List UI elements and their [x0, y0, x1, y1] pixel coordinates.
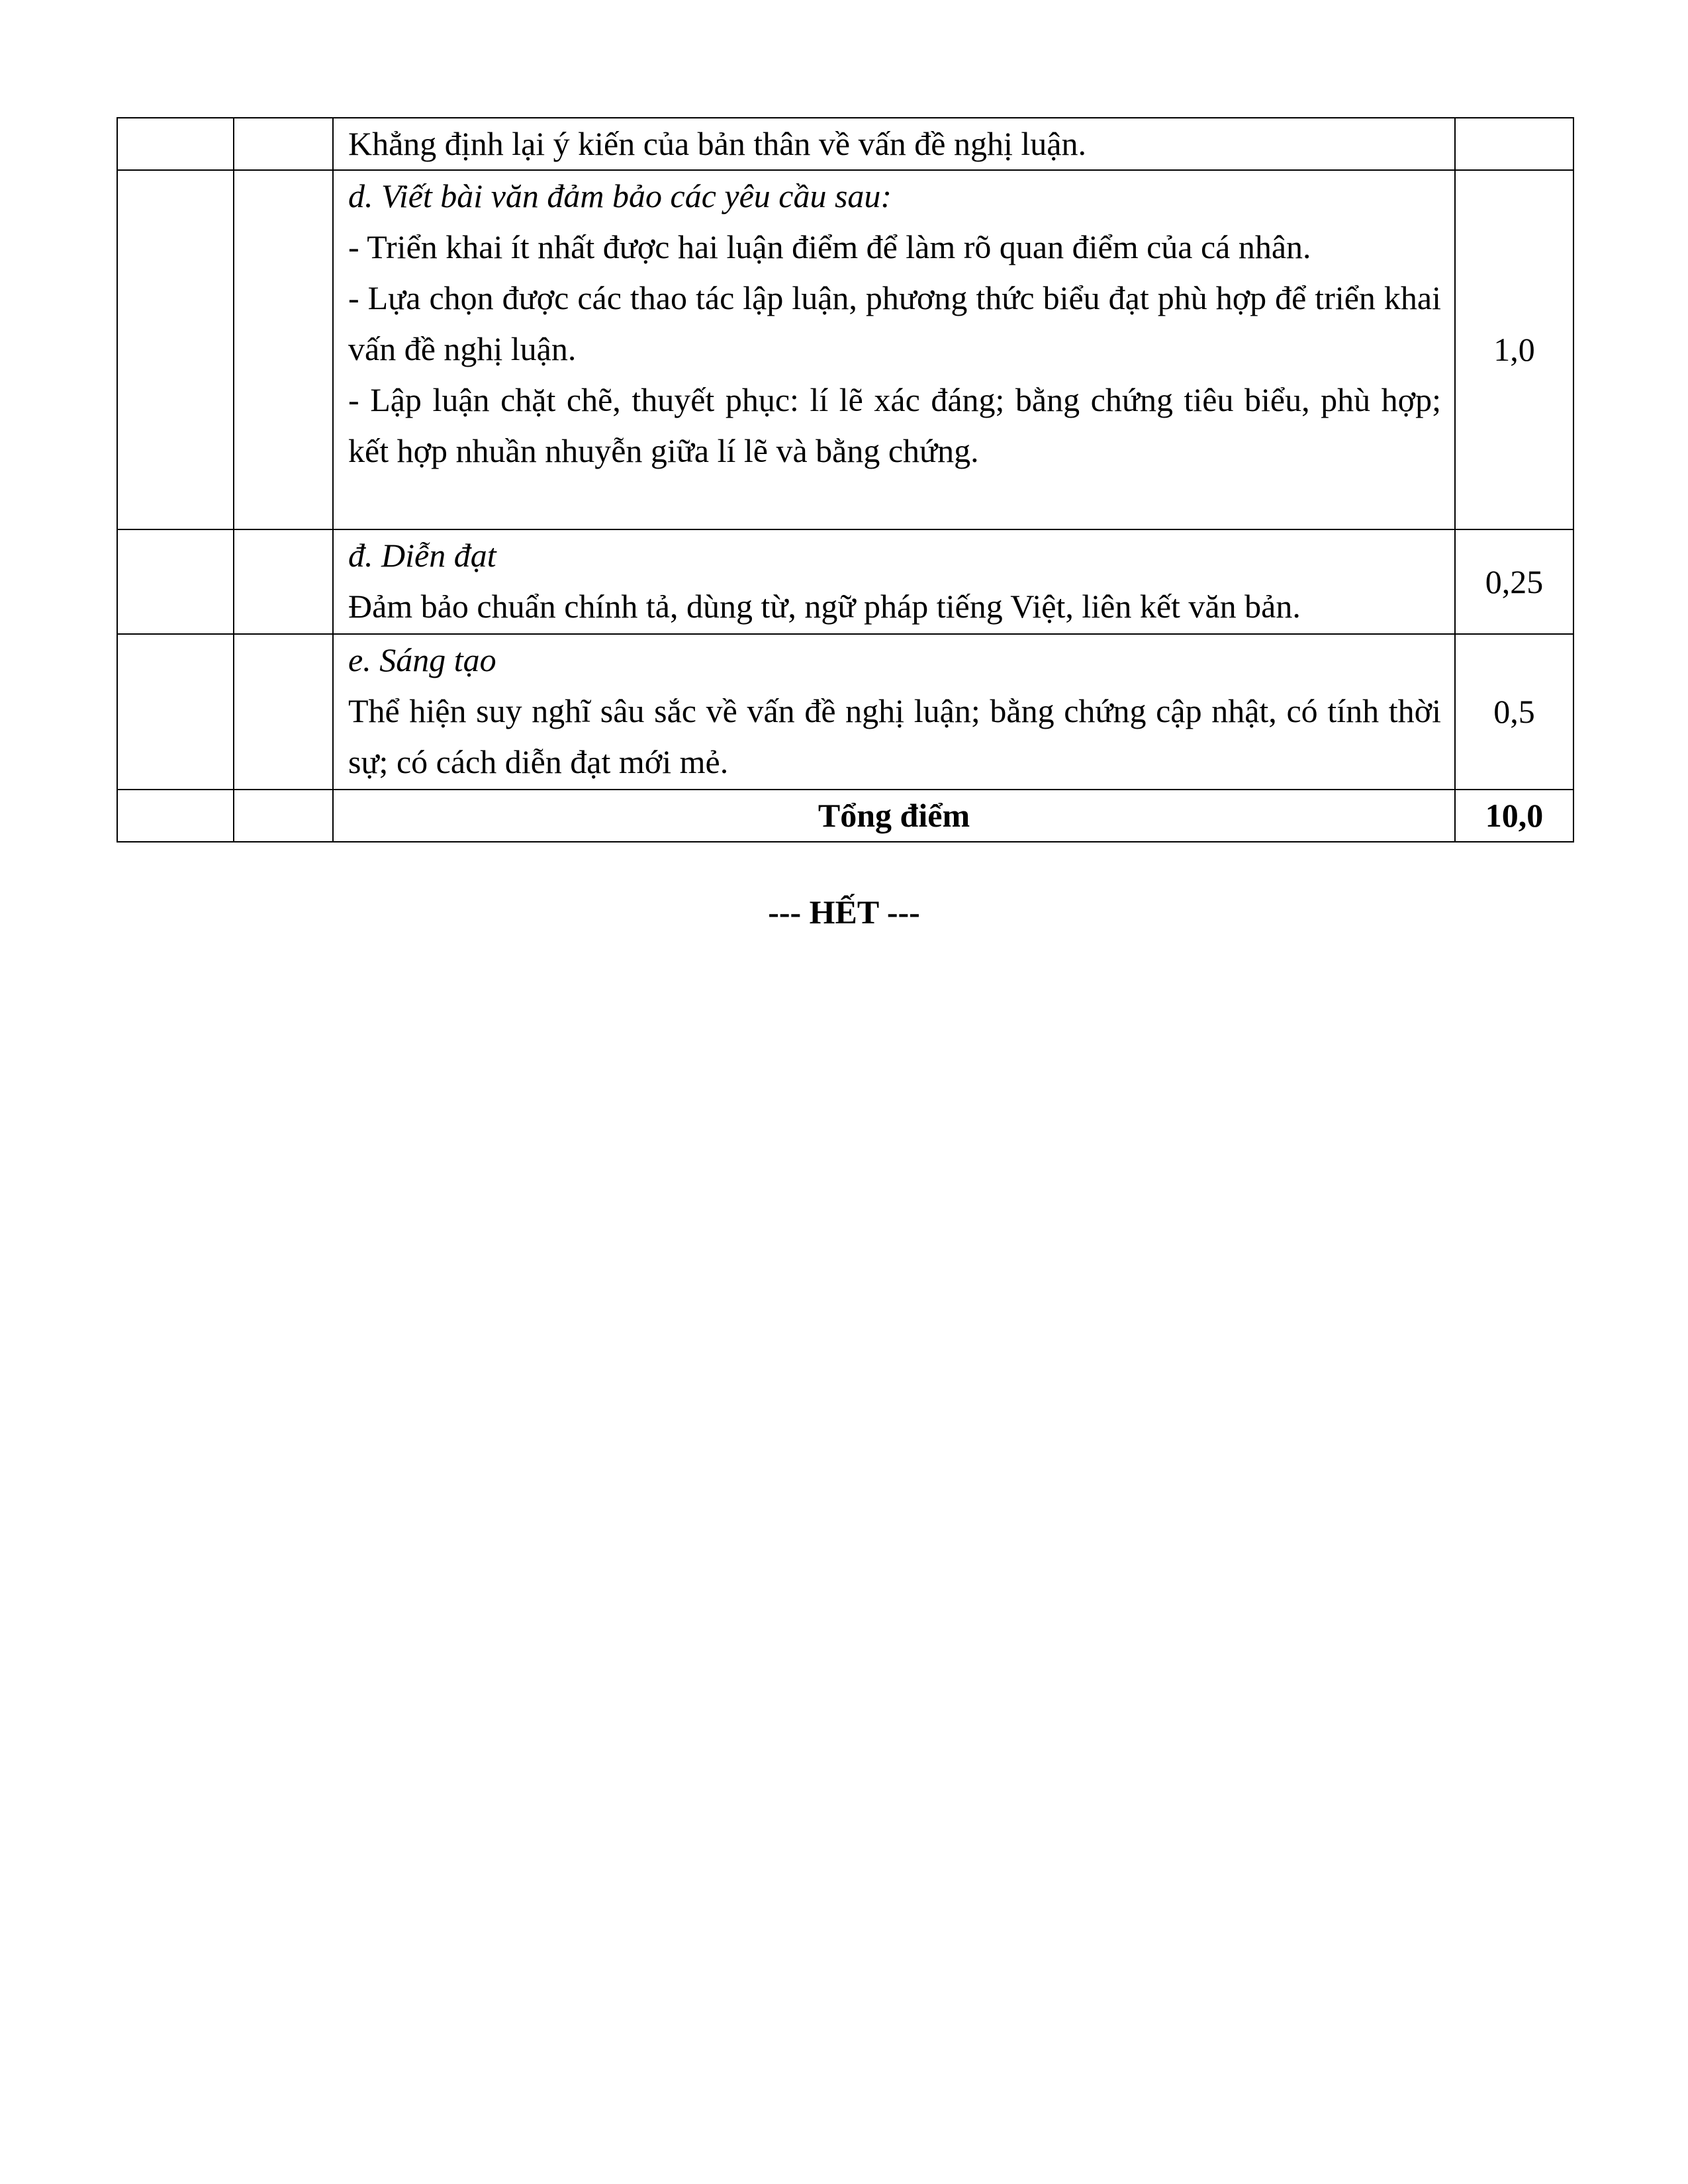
empty-cell [234, 118, 333, 170]
criteria-cell [333, 118, 1455, 170]
empty-cell [234, 634, 333, 790]
criteria-heading: đ. Diễn đạt [348, 537, 496, 574]
criteria-text: Thể hiện suy nghĩ sâu sắc về vấn đề nghị luận; bằng chứng cập nhật, có tính thời sự; có cách diễn đạt mới mẻ. [348, 692, 1441, 780]
score-cell [1455, 118, 1573, 170]
criteria-text: Đảm bảo chuẩn chính tả, dùng từ, ngữ pháp tiếng Việt, liên kết văn bản. [348, 588, 1301, 625]
table-row [117, 170, 1573, 529]
empty-cell [234, 170, 333, 529]
table-row [117, 529, 1573, 634]
criteria-text: - Triển khai ít nhất được hai luận điểm để làm rõ quan điểm của cá nhân. [348, 228, 1311, 265]
criteria-text: - Lựa chọn được các thao tác lập luận, phương thức biểu đạt phù hợp để triển khai vấn đề nghị luận. [348, 279, 1441, 367]
score-cell: 0,5 [1455, 634, 1573, 790]
criteria-heading: d. Viết bài văn đảm bảo các yêu cầu sau: [348, 177, 892, 214]
score-cell: 0,25 [1455, 529, 1573, 634]
score-cell: 1,0 [1455, 170, 1573, 529]
total-score: 10,0 [1455, 790, 1573, 842]
empty-cell [117, 118, 234, 170]
total-row [117, 790, 1573, 842]
empty-cell [117, 634, 234, 790]
empty-cell [117, 790, 234, 842]
criteria-cell [333, 634, 1455, 790]
end-mark: --- HẾT --- [768, 893, 920, 931]
criteria-cell [333, 529, 1455, 634]
criteria-text: Khẳng định lại ý kiến của bản thân về vấn đề nghị luận. [348, 125, 1086, 162]
empty-cell [117, 170, 234, 529]
table-row [117, 634, 1573, 790]
empty-cell [117, 529, 234, 634]
criteria-cell [333, 170, 1455, 529]
empty-cell [234, 790, 333, 842]
empty-cell [234, 529, 333, 634]
total-label: Tổng điểm [333, 790, 1455, 842]
table-row [117, 118, 1573, 170]
criteria-text: - Lập luận chặt chẽ, thuyết phục: lí lẽ xác đáng; bằng chứng tiêu biểu, phù hợp; kết hợp nhuần nhuyễn giữa lí lẽ và bằng chứng. [348, 381, 1441, 469]
grading-table [117, 117, 1574, 842]
criteria-heading: e. Sáng tạo [348, 641, 496, 678]
